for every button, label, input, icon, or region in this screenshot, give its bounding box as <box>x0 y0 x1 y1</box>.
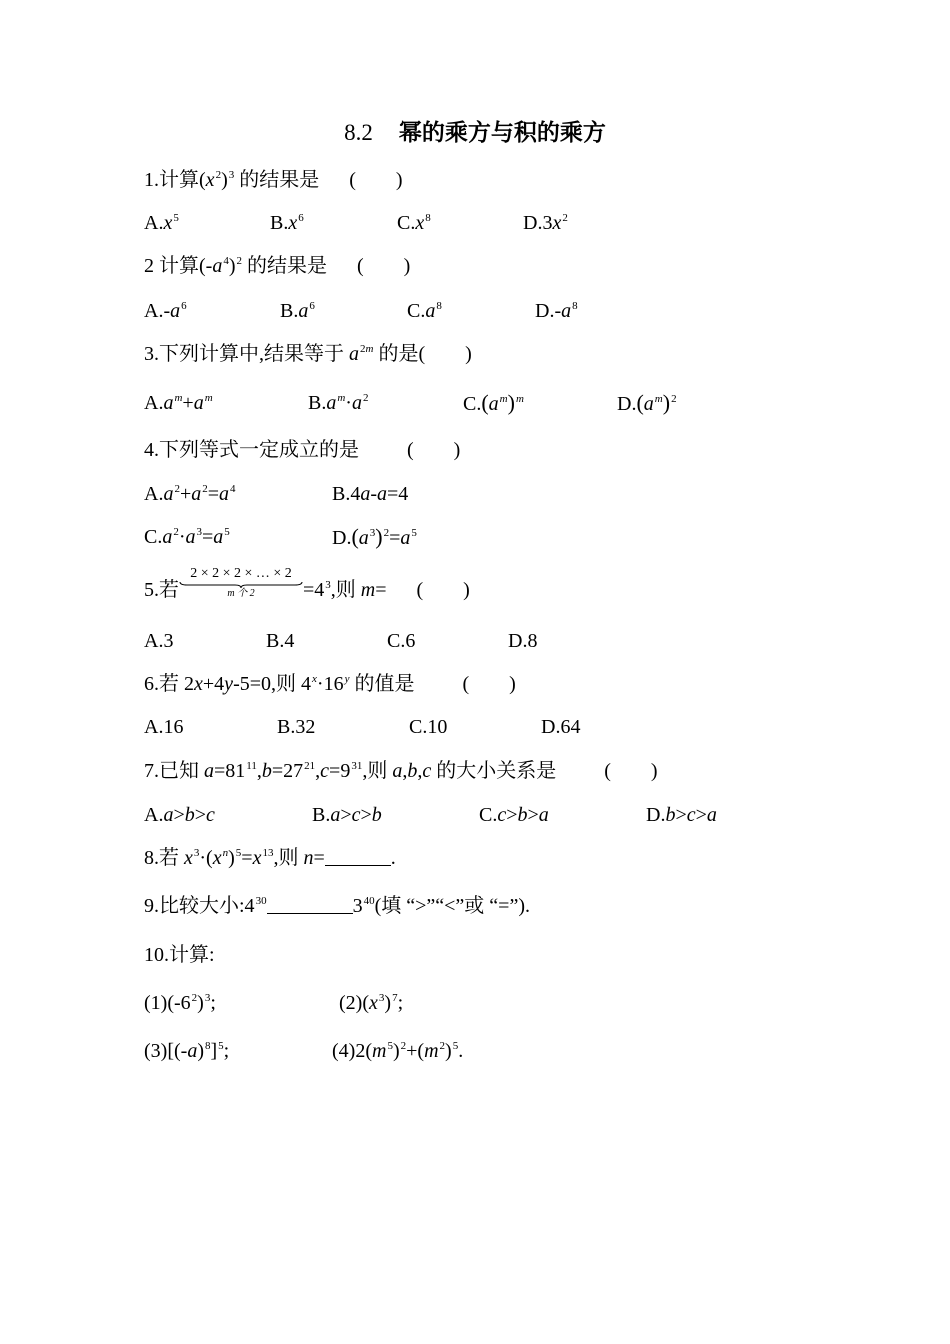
answer-blank[interactable] <box>325 847 391 866</box>
q10-item-3: $(3)[(-a)^8]^5$; <box>144 1040 230 1062</box>
q5-option-c: C.6 <box>387 630 416 652</box>
q4-option-b: B.4a-a=4 <box>332 483 409 505</box>
title-text: 幂的乘方与积的乘方 <box>398 120 606 145</box>
q7-option-b: B.a>c>b <box>312 804 382 826</box>
q7-option-c: C.c>b>a <box>479 804 549 826</box>
q5-option-d: D.8 <box>508 630 538 652</box>
q6-option-a: A.16 <box>144 716 184 738</box>
question-4 <box>144 435 463 465</box>
answer-blank[interactable] <box>267 895 353 914</box>
q10-item-4: $(4)2(m^5)^2+(m^2)^5$. <box>332 1040 464 1062</box>
q3-option-c: $C.(a^m)^m$ <box>463 390 524 415</box>
question-1: 1.计算$(x^2)^3$ 的结果是 ( ) <box>144 165 405 195</box>
q6-stem: 6.若 2 <box>144 673 194 695</box>
question-2: 2 计算$(-a^4)^2$ 的结果是 ( ) <box>144 251 413 281</box>
q6-option-c: C.10 <box>409 716 448 738</box>
answer-paren: ( ) <box>604 760 658 782</box>
q7-stem: 7.已知 <box>144 760 199 782</box>
q2-tail: 的结果是 <box>247 255 327 277</box>
q8-stem: 8.若 <box>144 847 179 869</box>
q1-option-c: $C.x^8$ <box>397 212 431 234</box>
q4-option-c: $C.a^2\cdot a^3=a^5$ <box>144 526 230 548</box>
q3-stem: 3.下列计算中,结果等于 <box>144 343 344 365</box>
question-5: 5.若 2 × 2 × 2 × … × 2 m 个 2 $=4^3$,则 m= ( ) <box>144 565 473 615</box>
answer-paren: ( ) <box>349 169 403 191</box>
q2-option-d: $D.-a^8$ <box>535 300 578 322</box>
q10-item-1: $(1)(-6^2)^3$; <box>144 992 216 1014</box>
q3-tail: 的是( ) <box>378 343 472 365</box>
q1-tail: 的结果是 <box>239 169 320 191</box>
q10-item-2: $(2)(x^3)^7$; <box>339 992 404 1014</box>
q1-option-a: $A.x^5$ <box>144 212 179 234</box>
q3-option-b: $B.a^m\cdot a^2$ <box>308 392 369 414</box>
q9-stem: 9.比较大小:4 <box>144 895 255 917</box>
q2-option-c: $C.a^8$ <box>407 300 442 322</box>
question-6: 6.若 2x+4y-5=0,则 $4^x\cdot 16^y$ 的值是 ( ) <box>144 669 518 699</box>
question-9: 9.比较大小$:4^{30}$ $3^{40}$(填 “>”“<”或 “=”). <box>144 895 530 917</box>
q5-option-b: B.4 <box>266 630 295 652</box>
q7-tail: 的大小关系是 <box>436 760 557 782</box>
underbrace-expression: 2 × 2 × 2 × … × 2 m 个 2 <box>179 565 303 599</box>
q6-option-d: D.64 <box>541 716 581 738</box>
q1-option-d: $D.3x^2$ <box>523 212 568 234</box>
answer-paren: ( ) <box>462 673 516 695</box>
q6-tail: 的值是 <box>354 673 415 695</box>
q4-stem: 4.下列等式一定成立的是 <box>144 439 359 461</box>
q3-option-a: $A.a^m+a^m$ <box>144 392 213 414</box>
page-title <box>0 114 950 147</box>
section-number: 8.2 <box>344 120 373 145</box>
q7-option-a: A.a>b>c <box>144 804 215 826</box>
q6-option-b: B.32 <box>277 716 316 738</box>
answer-paren: ( ) <box>416 579 470 601</box>
q4-option-a: $A.a^2+a^2=a^4$ <box>144 483 236 505</box>
answer-paren: ( ) <box>407 439 461 461</box>
q1-stem: 1.计算 <box>144 169 199 191</box>
q2-option-b: $B.a^6$ <box>280 300 315 322</box>
q1-option-b: $B.x^6$ <box>270 212 304 234</box>
answer-paren: ( ) <box>357 255 411 277</box>
q5-option-a: A.3 <box>144 630 174 652</box>
q2-option-a: $A.-a^6$ <box>144 300 187 322</box>
question-8: 8.若 $x^3\cdot(x^n)^5=x^{13}$,则 n= . <box>144 847 396 869</box>
q9-tail: (填 “>”“<”或 “=”). <box>374 895 530 917</box>
q3-option-d: $D.(a^m)^2$ <box>617 390 677 415</box>
question-3: 3.下列计算中,结果等于 $a^{2m}$ 的是( ) <box>144 343 472 365</box>
q4-option-d: $D.(a^3)^2=a^5$ <box>332 524 417 549</box>
q5-stem: 5.若 <box>144 579 179 601</box>
q2-stem: 2 计算 <box>144 255 199 277</box>
question-10: 10.计算: <box>144 944 215 966</box>
question-7: 7.已知 $a=81^{11},b=27^{21},c=9^{31}$,则 a,b,c 的大小关系是 ( ) <box>144 756 660 786</box>
q7-option-d: D.b>c>a <box>646 804 717 826</box>
